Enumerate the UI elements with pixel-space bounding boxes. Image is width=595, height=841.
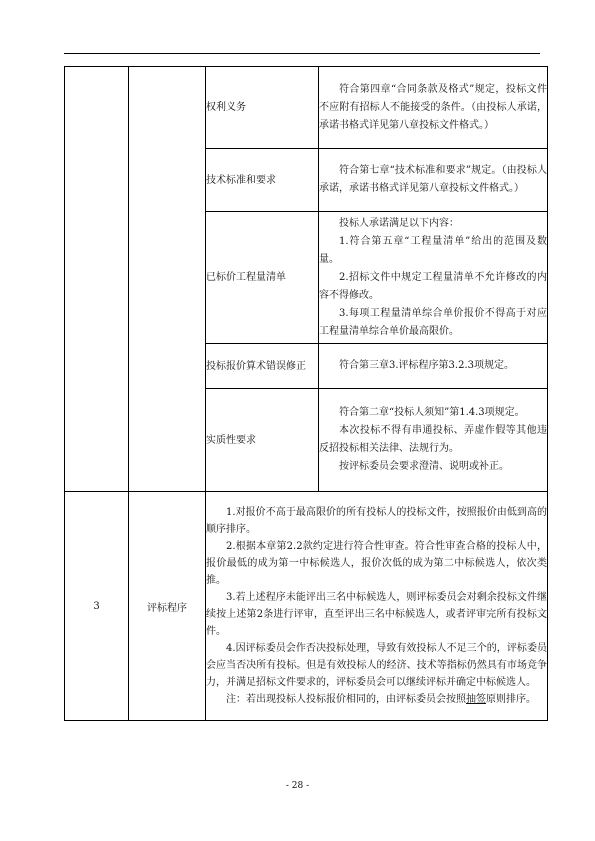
standard-cell xyxy=(319,389,548,492)
procedure-step: 2.根据本章第2.2款约定进行符合性审查。符合性审查合格的投标人中，报价最低的成为第一中标候选人，报价次低的成为第二中标候选人，依次类推。 xyxy=(206,541,547,586)
standard-text: 符合第四章“合同条款及格式”规定，投标文件不应附有招标人不能接受的条件。（由投标人承诺，承诺书格式详见第八章投标文件格式。） xyxy=(319,83,547,131)
standard-text: 1.符合第五章“工程量清单”给出的范围及数量。 xyxy=(319,235,547,265)
standard-text: 符合第三章3.评标程序第3.2.3项规定。 xyxy=(339,360,514,371)
standard-cell xyxy=(319,344,548,389)
table-row xyxy=(65,492,548,721)
note-text: 注：若出现投标人投标报价相同的，由评标委员会按照 xyxy=(226,694,466,705)
standard-text: 按评标委员会要求澄清、说明或补正。 xyxy=(339,461,509,472)
note-text: 原则排序。 xyxy=(486,694,536,705)
standard-text: 2.招标文件中规定工程量清单不允许修改的内容不得修改。 xyxy=(319,271,547,301)
item-cell xyxy=(206,212,319,344)
procedure-step: 1.对报价不高于最高限价的所有投标人的投标文件，按照报价由低到高的顺序排序。 xyxy=(206,507,547,535)
section-number-cell xyxy=(65,492,129,721)
standard-text: 投标人承诺满足以下内容： xyxy=(339,217,459,229)
blank-number-cell xyxy=(65,67,129,492)
procedure-note xyxy=(206,691,547,708)
header-rule xyxy=(64,53,540,54)
table-row xyxy=(65,67,548,149)
procedure-step: 4.因评标委员会作否决投标处理，导致有效投标人不足三个的，评标委员会应当否决所有投标。但是有效投标人的经济、技术等指标仍然具有市场竞争力，并满足招标文件要求的，评标委员会可以继续评标并确定中标候选人。 xyxy=(206,643,547,688)
blank-title-cell xyxy=(129,67,206,492)
standard-text: 符合第七章“技术标准和要求”规定。（由投标人承诺，承诺书格式详见第八章投标文件格式。） xyxy=(319,165,547,194)
note-underlined-text: 抽签 xyxy=(466,694,486,705)
page-number: - 28 - xyxy=(285,781,310,791)
section-title-cell xyxy=(129,492,206,721)
item-label: 权利义务 xyxy=(206,102,246,113)
standard-text: 3.每项工程量清单综合单价报价不得高于对应工程量清单综合单价最高限价。 xyxy=(319,307,547,337)
standard-text: 本次投标不得有串通投标、弄虚作假等其他违反招投标相关法律、法规行为。 xyxy=(319,425,547,454)
item-cell xyxy=(206,344,319,389)
standard-text: 符合第二章“投标人须知”第1.4.3项规定。 xyxy=(339,407,525,418)
standard-cell xyxy=(319,67,548,149)
standard-cell xyxy=(319,149,548,212)
item-cell xyxy=(206,67,319,149)
evaluation-table xyxy=(64,66,548,721)
item-label: 实质性要求 xyxy=(206,434,256,446)
standard-cell xyxy=(319,212,548,344)
procedure-step: 3.若上述程序未能评出三名中标候选人，则评标委员会对剩余投标文件继续按上述第2条进行评审，直至评出三名中标候选人，或者评审完所有投标文件。 xyxy=(206,592,547,637)
section-number: 3 xyxy=(93,600,100,612)
item-label: 投标报价算术错误修正 xyxy=(206,360,306,372)
section-content-cell xyxy=(206,492,548,721)
item-cell xyxy=(206,389,319,492)
item-label: 技术标准和要求 xyxy=(206,174,276,186)
section-title: 评标程序 xyxy=(147,602,187,614)
item-label: 已标价工程量清单 xyxy=(206,272,286,283)
item-cell xyxy=(206,149,319,212)
